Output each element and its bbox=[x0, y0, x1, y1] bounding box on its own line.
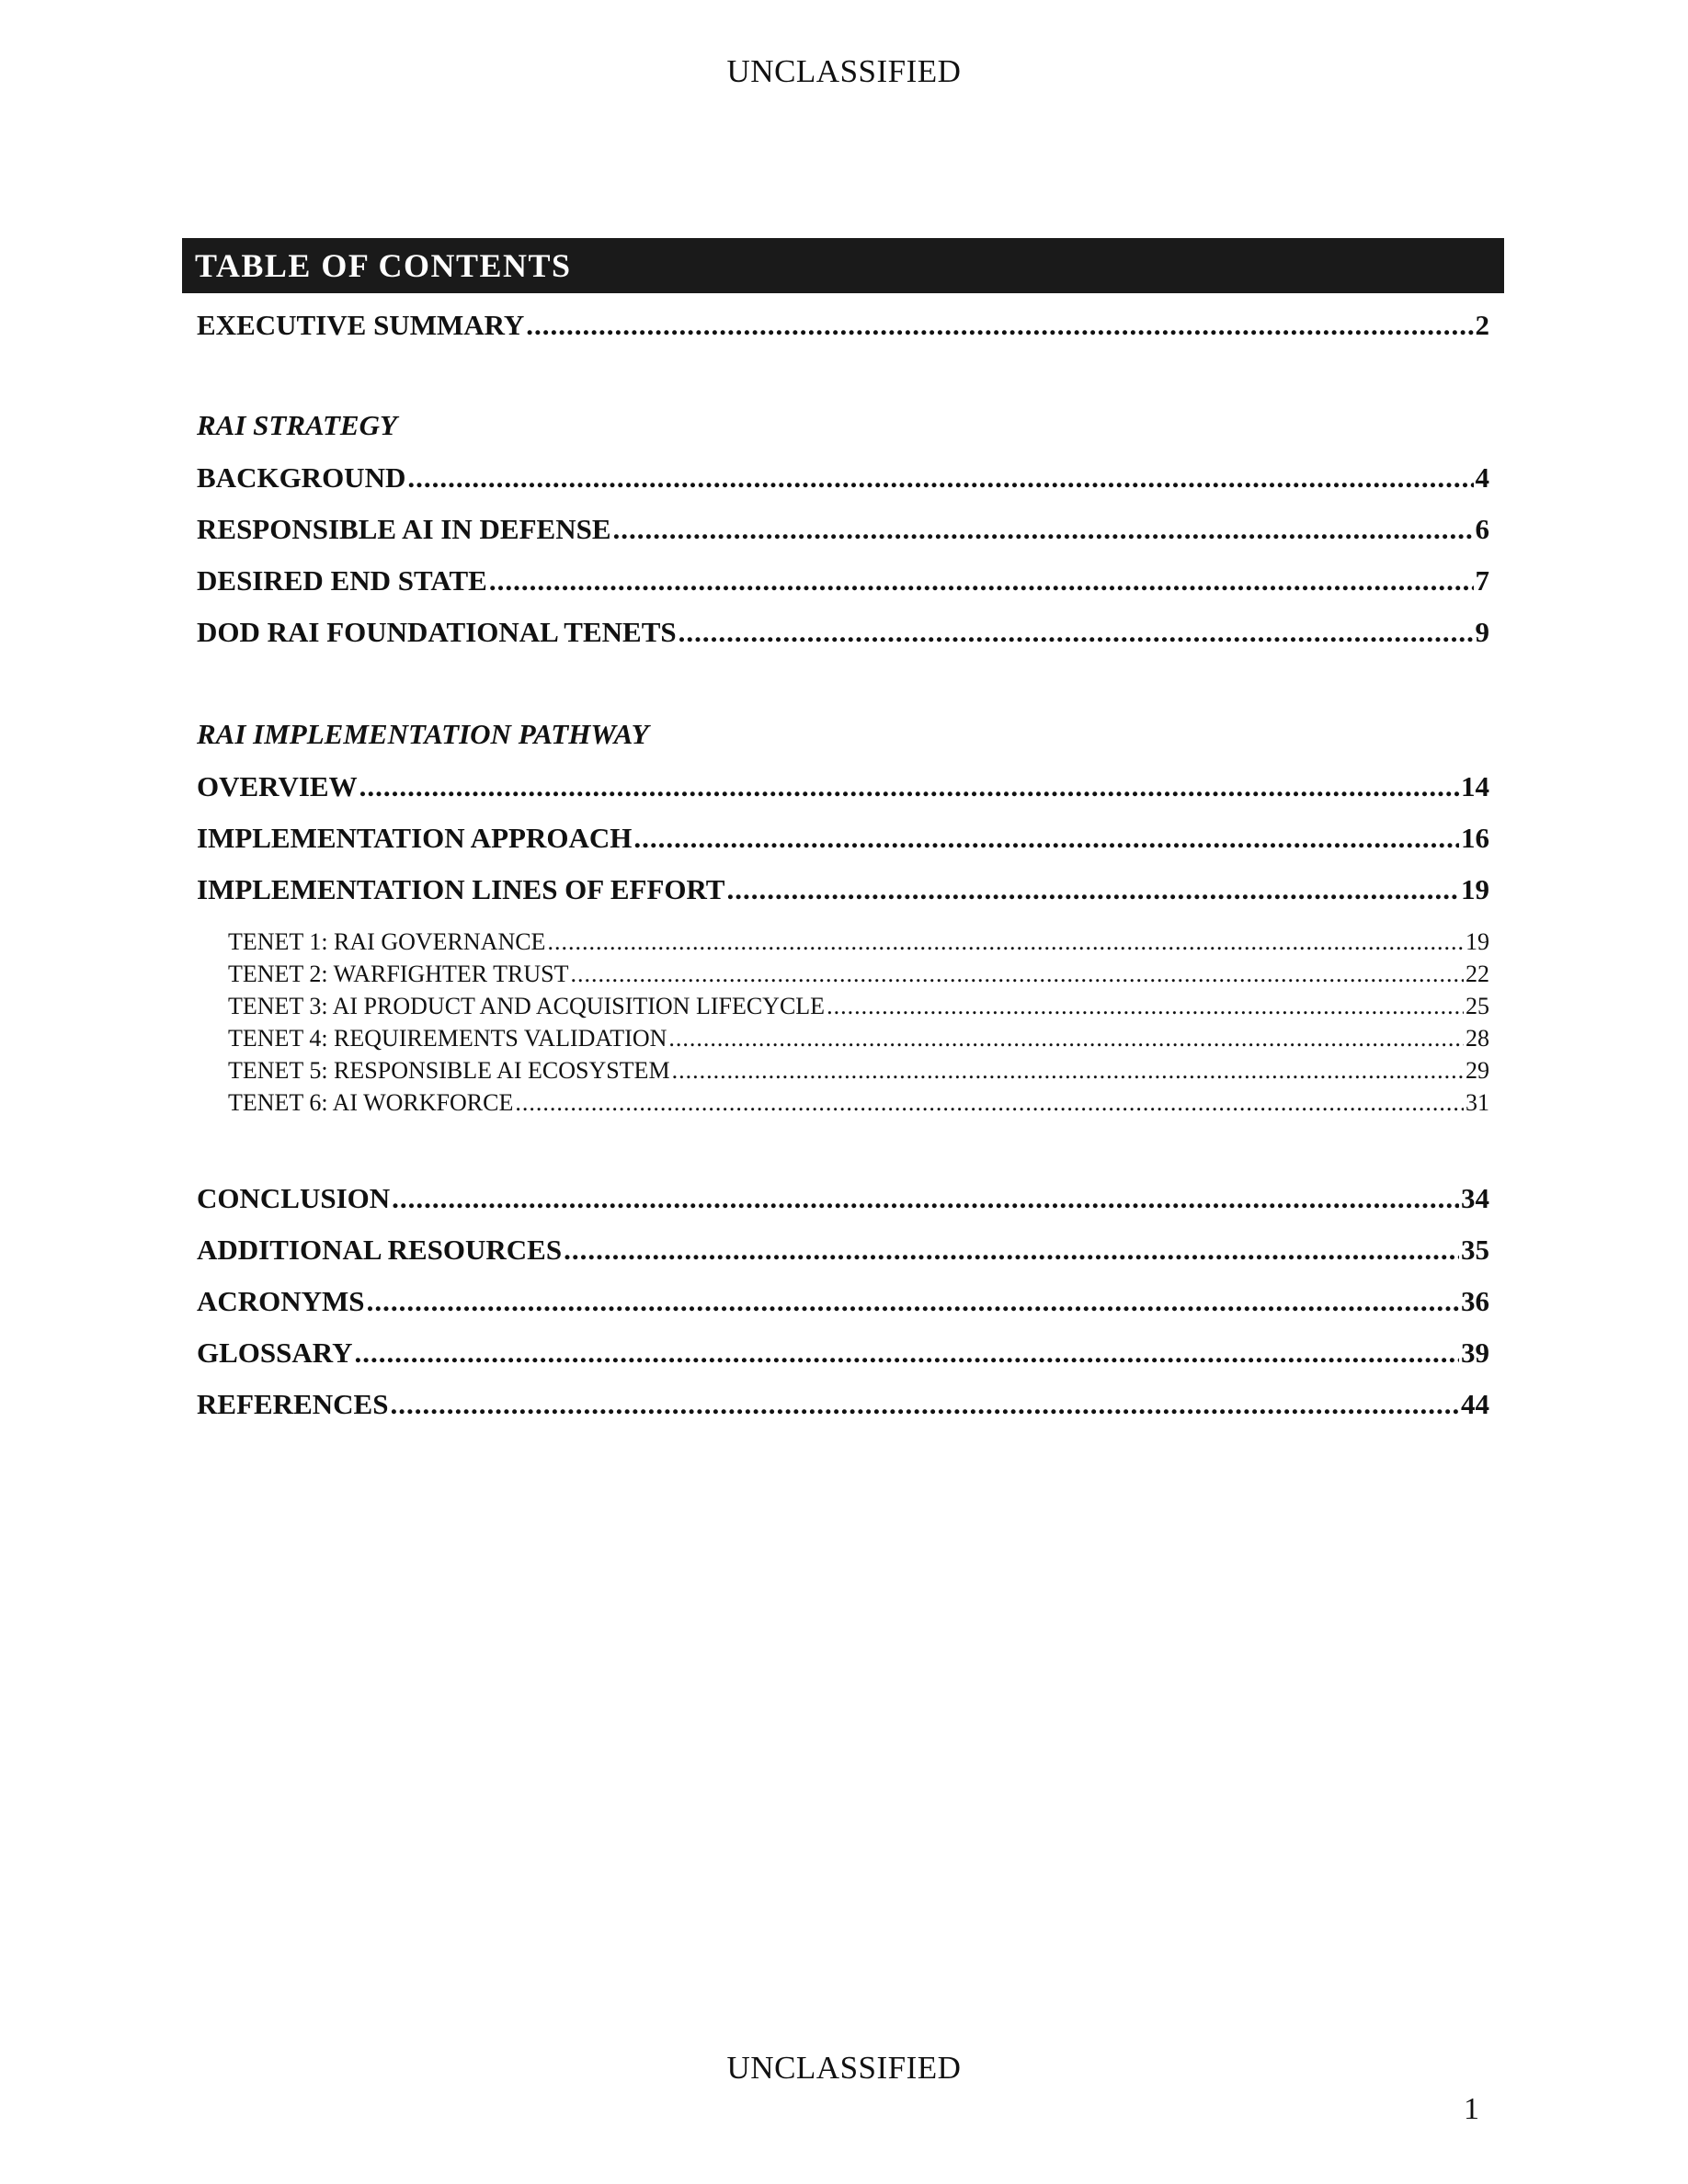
toc-entry-tenet-3[interactable] bbox=[228, 993, 1489, 1024]
dot-leader bbox=[407, 461, 1473, 495]
toc-entry-page: 29 bbox=[1466, 1057, 1489, 1084]
toc-entry-label: ADDITIONAL RESOURCES bbox=[197, 1234, 563, 1266]
toc-entry-label: TENET 5: RESPONSIBLE AI ECOSYSTEM bbox=[228, 1057, 670, 1084]
toc-entry-page: 7 bbox=[1475, 564, 1489, 597]
toc-entry-page: 25 bbox=[1466, 993, 1489, 1019]
toc-entry-page: 36 bbox=[1461, 1285, 1489, 1317]
dot-leader bbox=[679, 616, 1474, 649]
toc-entry-tenet-5[interactable] bbox=[228, 1057, 1489, 1088]
section-heading-rai-strategy: RAI STRATEGY bbox=[197, 409, 397, 441]
toc-entry-additional-resources[interactable] bbox=[197, 1234, 1489, 1274]
dot-leader bbox=[526, 309, 1473, 342]
toc-entry-label: TENET 3: AI PRODUCT AND ACQUISITION LIFECYCLE bbox=[228, 993, 826, 1019]
toc-title: TABLE OF CONTENTS bbox=[182, 238, 1504, 293]
toc-entry-label: TENET 2: WARFIGHTER TRUST bbox=[228, 961, 569, 987]
toc-entry-dod-rai-foundational-tenets[interactable] bbox=[197, 616, 1489, 656]
toc-entry-page: 39 bbox=[1461, 1337, 1489, 1369]
section-heading-rai-implementation-pathway: RAI IMPLEMENTATION PATHWAY bbox=[197, 718, 649, 750]
toc-entry-conclusion[interactable] bbox=[197, 1182, 1489, 1223]
toc-entry-label: ACRONYMS bbox=[197, 1285, 365, 1317]
toc-entry-label: OVERVIEW bbox=[197, 770, 358, 802]
dot-leader bbox=[564, 1234, 1459, 1267]
toc-entry-label: REFERENCES bbox=[197, 1388, 389, 1420]
toc-entry-acronyms[interactable] bbox=[197, 1285, 1489, 1325]
toc-entry-page: 28 bbox=[1466, 1025, 1489, 1052]
dot-leader bbox=[392, 1182, 1459, 1215]
dot-leader bbox=[726, 873, 1459, 906]
toc-entry-page: 19 bbox=[1466, 928, 1489, 955]
toc-entry-label: TENET 1: RAI GOVERNANCE bbox=[228, 928, 546, 955]
toc-entry-label: RESPONSIBLE AI IN DEFENSE bbox=[197, 513, 611, 545]
toc-entry-page: 44 bbox=[1461, 1388, 1489, 1420]
toc-entry-label: BACKGROUND bbox=[197, 461, 406, 494]
toc-entry-label: DOD RAI FOUNDATIONAL TENETS bbox=[197, 616, 677, 648]
page-number: 1 bbox=[1464, 2092, 1479, 2126]
toc-entry-tenet-4[interactable] bbox=[228, 1025, 1489, 1056]
toc-entry-label: IMPLEMENTATION APPROACH bbox=[197, 822, 633, 854]
toc-entry-desired-end-state[interactable] bbox=[197, 564, 1489, 605]
dot-leader bbox=[827, 993, 1464, 1020]
toc-entry-tenet-1[interactable] bbox=[228, 928, 1489, 960]
classification-marking-bottom: UNCLASSIFIED bbox=[726, 2050, 962, 2086]
dot-leader bbox=[547, 928, 1464, 956]
dot-leader bbox=[489, 564, 1474, 597]
toc-entry-tenet-6[interactable] bbox=[228, 1089, 1489, 1120]
toc-entry-implementation-approach[interactable] bbox=[197, 822, 1489, 862]
toc-entry-label: TENET 6: AI WORKFORCE bbox=[228, 1089, 514, 1116]
dot-leader bbox=[613, 513, 1474, 546]
toc-entry-responsible-ai-in-defense[interactable] bbox=[197, 513, 1489, 553]
toc-entry-page: 35 bbox=[1461, 1234, 1489, 1266]
toc-entry-page: 22 bbox=[1466, 961, 1489, 987]
dot-leader bbox=[571, 961, 1464, 988]
toc-entry-page: 6 bbox=[1475, 513, 1489, 545]
toc-entry-executive-summary[interactable] bbox=[197, 309, 1489, 349]
toc-entry-page: 14 bbox=[1461, 770, 1489, 802]
dot-leader bbox=[390, 1388, 1459, 1421]
dot-leader bbox=[515, 1089, 1464, 1117]
toc-entry-page: 4 bbox=[1475, 461, 1489, 494]
toc-entry-label: TENET 4: REQUIREMENTS VALIDATION bbox=[228, 1025, 667, 1052]
dot-leader bbox=[668, 1025, 1464, 1052]
toc-entry-page: 34 bbox=[1461, 1182, 1489, 1214]
toc-entry-label: CONCLUSION bbox=[197, 1182, 391, 1214]
classification-marking-top: UNCLASSIFIED bbox=[726, 53, 962, 89]
toc-entry-background[interactable] bbox=[197, 461, 1489, 502]
toc-entry-label: DESIRED END STATE bbox=[197, 564, 487, 597]
toc-entry-tenet-2[interactable] bbox=[228, 961, 1489, 992]
toc-entry-page: 16 bbox=[1461, 822, 1489, 854]
toc-entry-overview[interactable] bbox=[197, 770, 1489, 811]
toc-entry-glossary[interactable] bbox=[197, 1337, 1489, 1377]
dot-leader bbox=[367, 1285, 1459, 1318]
dot-leader bbox=[359, 770, 1459, 803]
toc-entry-label: EXECUTIVE SUMMARY bbox=[197, 309, 525, 341]
toc-entry-page: 2 bbox=[1475, 309, 1489, 341]
toc-entry-page: 31 bbox=[1466, 1089, 1489, 1116]
toc-entry-page: 19 bbox=[1461, 873, 1489, 905]
toc-entry-label: IMPLEMENTATION LINES OF EFFORT bbox=[197, 873, 725, 905]
dot-leader bbox=[672, 1057, 1464, 1085]
toc-entry-implementation-lines-of-effort[interactable] bbox=[197, 873, 1489, 914]
dot-leader bbox=[633, 822, 1459, 855]
toc-entry-references[interactable] bbox=[197, 1388, 1489, 1428]
dot-leader bbox=[354, 1337, 1459, 1370]
toc-entry-page: 9 bbox=[1475, 616, 1489, 648]
toc-entry-label: GLOSSARY bbox=[197, 1337, 353, 1369]
